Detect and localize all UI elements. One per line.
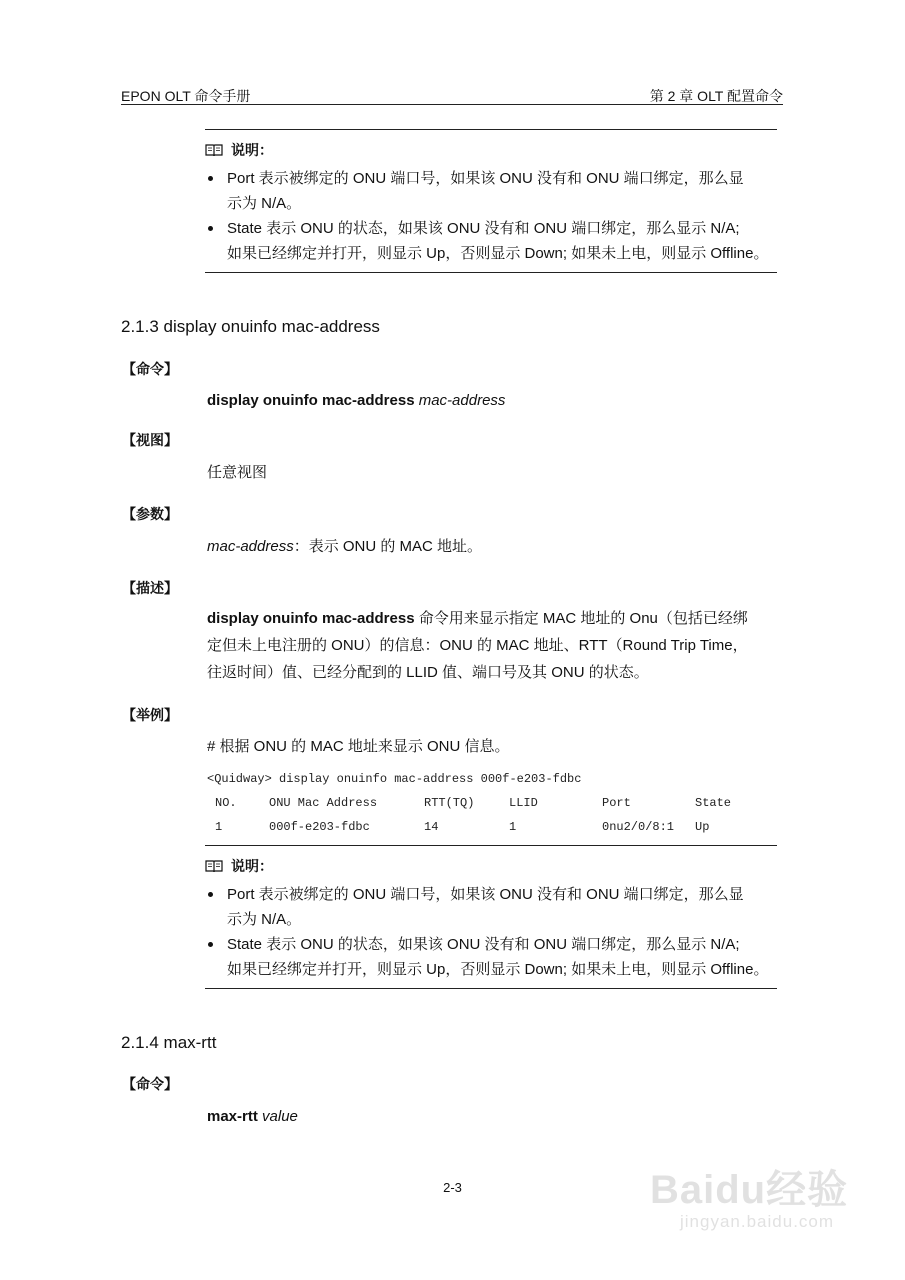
command-tag: 【命令】 [122, 1076, 178, 1092]
note-top-rule [205, 845, 777, 846]
param-tag: 【参数】 [122, 506, 178, 522]
note-bullet-line: State 表示 ONU 的状态，如果该 ONU 没有和 ONU 端口绑定，那么显示 N/A; [227, 220, 740, 237]
table-header-cell: RTT(TQ) [424, 796, 475, 810]
view-text: 任意视图 [207, 464, 268, 481]
note-bullet [205, 882, 777, 932]
example-tag: 【举例】 [122, 707, 178, 723]
note-bullet-line: 示为 N/A。 [227, 195, 302, 212]
command-argument: value [262, 1108, 298, 1125]
table-cell: Up [695, 820, 710, 834]
header-rule [121, 104, 783, 105]
note-box-1 [205, 129, 777, 273]
note-bullet [205, 166, 777, 216]
desc-tag: 【描述】 [122, 580, 178, 596]
desc-line: 往返时间）值、已经分配到的 LLID 值、端口号及其 ONU 的状态。 [207, 664, 649, 681]
example-intro: # 根据 ONU 的 MAC 地址来显示 ONU 信息。 [207, 738, 510, 755]
note-bullet-line: 示为 N/A。 [227, 911, 302, 928]
section-heading-214: 2.1.4 max-rtt [121, 1033, 217, 1052]
desc-line: 定但未上电注册的 ONU）的信息：ONU 的 MAC 地址、RTT（Round Trip Time， [207, 637, 748, 654]
command-tag: 【命令】 [122, 361, 178, 377]
command-keyword: display onuinfo mac-address [207, 392, 415, 409]
note-title-text: 说明： [231, 142, 273, 158]
command-syntax [207, 1103, 779, 1130]
header-chapter-title: 第 2 章 OLT 配置命令 [649, 88, 783, 104]
note-bullet [205, 932, 777, 982]
table-cell: 0nu2/0/8:1 [602, 820, 675, 834]
command-argument: mac-address [418, 392, 506, 409]
table-cell: 1 [509, 820, 517, 834]
note-bullet [205, 216, 777, 266]
table-header-cell: LLID [509, 796, 538, 810]
baidu-watermark [650, 1150, 850, 1240]
desc-text [207, 605, 779, 686]
table-cell: 1 [215, 820, 223, 834]
note-bullet-line: State 表示 ONU 的状态，如果该 ONU 没有和 ONU 端口绑定，那么显示 N/A; [227, 936, 740, 953]
command-syntax [207, 387, 779, 414]
desc-line: 命令用来显示指定 MAC 地址的 Onu（包括已经绑 [414, 610, 748, 627]
table-header-cell: Port [602, 796, 631, 810]
note-title [205, 140, 777, 160]
book-icon [205, 144, 223, 157]
table-cell: 14 [424, 820, 439, 834]
command-keyword: max-rtt [207, 1108, 258, 1125]
table-header-row [215, 796, 775, 812]
note-bullet-line: Port 表示被绑定的 ONU 端口号，如果该 ONU 没有和 ONU 端口绑定，那么显 [227, 886, 744, 903]
note-title [205, 856, 777, 876]
note-title-text: 说明： [231, 858, 273, 874]
desc-command: display onuinfo mac-address [207, 610, 415, 627]
note-top-rule [205, 129, 777, 130]
example-command: <Quidway> display onuinfo mac-address 000f-e203-fdbc [207, 772, 582, 786]
param-name: mac-address [207, 538, 294, 555]
table-header-cell: ONU Mac Address [269, 796, 378, 810]
table-row [215, 820, 775, 836]
header-left-title: EPON OLT 命令手册 [121, 88, 251, 104]
note-bottom-rule [205, 988, 777, 989]
param-text [207, 533, 779, 560]
watermark-url: jingyan.baidu.com [680, 1212, 835, 1231]
note-bullet-line: 如果已经绑定并打开，则显示 Up，否则显示 Down; 如果未上电，则显示 Offline。 [227, 245, 769, 262]
page-number: 2-3 [443, 1180, 462, 1195]
section-heading-213: 2.1.3 display onuinfo mac-address [121, 317, 380, 336]
view-tag: 【视图】 [122, 432, 178, 448]
note-box-2 [205, 845, 777, 989]
table-header-cell: State [695, 796, 732, 810]
watermark-brand: Baidu经验 [650, 1168, 849, 1212]
note-bullet-line: 如果已经绑定并打开，则显示 Up，否则显示 Down; 如果未上电，则显示 Offline。 [227, 961, 769, 978]
note-bottom-rule [205, 272, 777, 273]
book-icon [205, 860, 223, 873]
table-header-cell: NO. [215, 796, 237, 810]
note-bullet-line: Port 表示被绑定的 ONU 端口号，如果该 ONU 没有和 ONU 端口绑定，那么显 [227, 170, 744, 187]
table-cell: 000f-e203-fdbc [269, 820, 370, 834]
param-description: ：表示 ONU 的 MAC 地址。 [293, 538, 483, 555]
